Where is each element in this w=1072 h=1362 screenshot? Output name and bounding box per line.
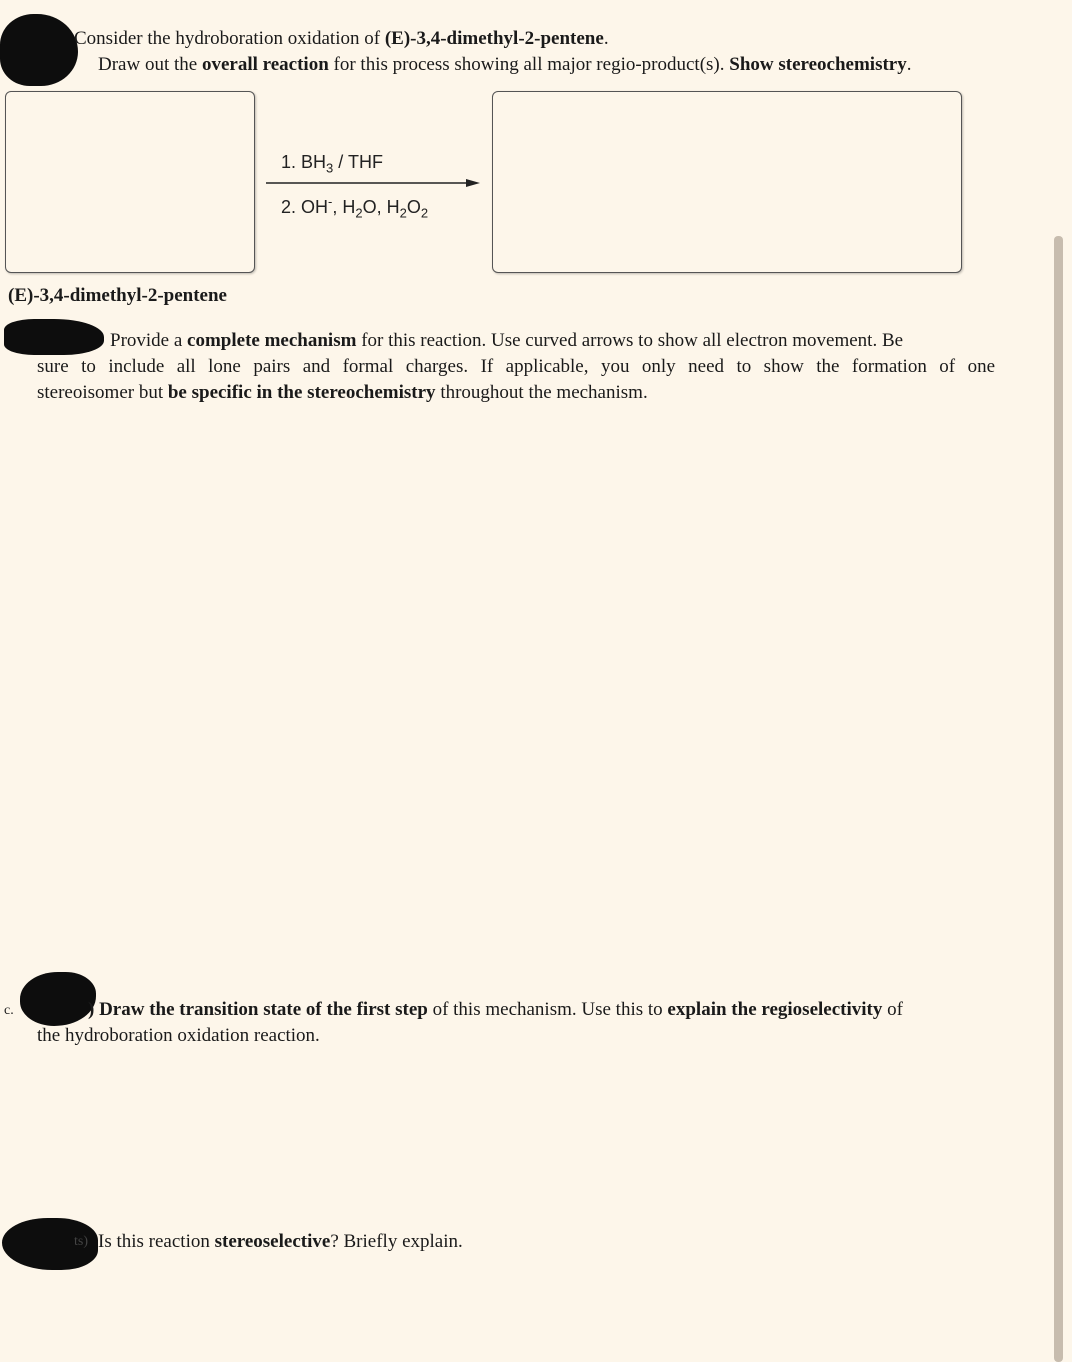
reaction-arrow: [266, 176, 480, 190]
reagent-step-2: 2. OH-, $H_2O$, $H_2O_2$: [281, 194, 429, 221]
mechanism-answer-area[interactable]: [0, 410, 1040, 970]
reactant-label: (E)-3,4-dimethyl-2-pentene: [8, 285, 227, 306]
question-b-line3: stereoisomer but be specific in the stereochemistry throughout the mechanism.: [37, 382, 648, 403]
question-b-line2: sure to include all lone pairs and formal charges. If applicable, you only need to show the formation of one: [37, 356, 995, 377]
redaction-mark: [4, 319, 104, 355]
question-c-line1: ) Draw the transition state of the first step of this mechanism. Use this to explain the regioselectivity of: [88, 999, 903, 1020]
question-d-fragment: ts): [74, 1234, 88, 1249]
question-intro: Consider the hydroboration oxidation of (E)-3,4-dimethyl-2-pentene.: [74, 28, 609, 49]
question-b-line1: Provide a complete mechanism for this reaction. Use curved arrows to show all electron movement. Be: [110, 330, 904, 351]
stereoselectivity-answer-area[interactable]: [0, 1262, 1040, 1357]
redaction-mark: [20, 972, 96, 1026]
scrollbar[interactable]: [1054, 236, 1063, 1362]
transition-state-answer-area[interactable]: [0, 1052, 1040, 1217]
reagent-step-1: 1. $BH_3$ / THF: [281, 152, 383, 176]
question-c-letter: c.: [4, 1003, 14, 1018]
product-answer-box[interactable]: [492, 91, 962, 273]
redaction-mark: [0, 14, 78, 86]
question-d: Is this reaction stereoselective? Briefly explain.: [98, 1231, 463, 1252]
question-a: Draw out the overall reaction for this process showing all major regio-product(s). Show stereochemistry.: [98, 54, 912, 75]
reactant-answer-box[interactable]: [5, 91, 255, 273]
question-c-line2: the hydroboration oxidation reaction.: [37, 1025, 320, 1046]
